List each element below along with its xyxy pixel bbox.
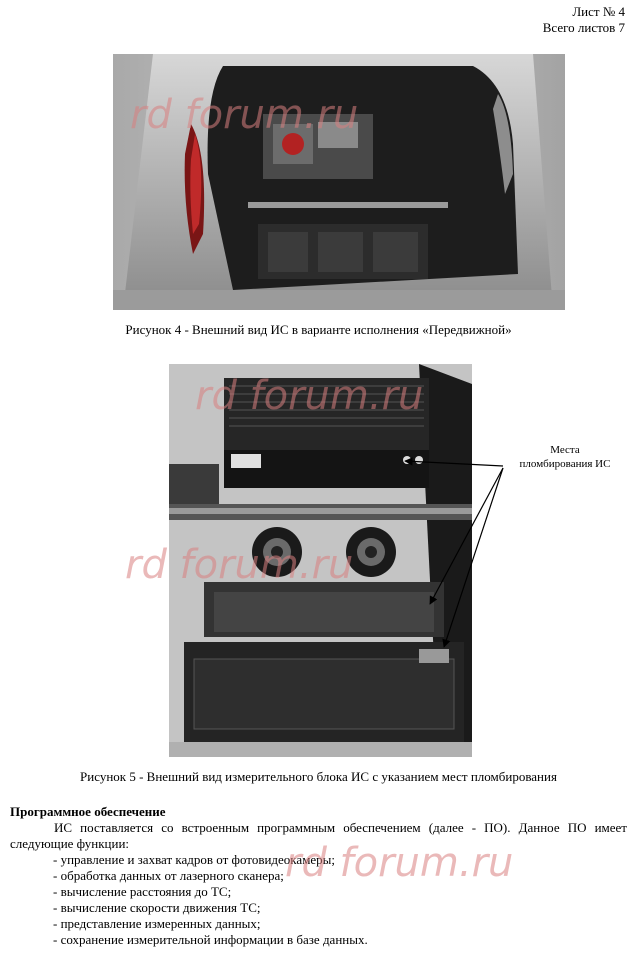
list-item: - сохранение измерительной информации в базе данных. xyxy=(53,932,368,947)
intro-text: ИС поставляется со встроенным программным обеспечением (далее - ПО). Данное ПО имеет следующие функции: xyxy=(10,820,627,851)
watermark: rd forum.ru xyxy=(285,840,514,886)
figure-4-photo xyxy=(113,54,565,310)
figure-5-caption: Рисунок 5 - Внешний вид измерительного блока ИС с указанием мест пломбирования xyxy=(80,769,557,784)
sheet-number: Лист № 4 xyxy=(572,4,625,19)
watermark: rd forum.ru xyxy=(130,92,359,138)
list-item: - представление измеренных данных; xyxy=(53,916,261,931)
watermark: rd forum.ru xyxy=(195,373,424,419)
section-title: Программное обеспечение xyxy=(10,804,166,819)
figure-5-photo xyxy=(169,364,472,757)
function-list xyxy=(53,852,368,948)
section-intro xyxy=(10,820,627,852)
list-item: - вычисление расстояния до ТС; xyxy=(53,884,232,899)
list-item: - вычисление скорости движения ТС; xyxy=(53,900,261,915)
callout-line-1: Места xyxy=(550,444,580,456)
page-header xyxy=(543,4,625,36)
list-item: - управление и захват кадров от фотовидеокамеры; xyxy=(53,852,336,867)
figure-4-caption: Рисунок 4 - Внешний вид ИС в варианте исполнения «Передвижной» xyxy=(125,322,512,337)
sealing-places-callout xyxy=(500,443,630,471)
watermark: rd forum.ru xyxy=(125,542,354,588)
sheet-total: Всего листов 7 xyxy=(542,20,625,35)
callout-line-2: пломбирования ИС xyxy=(519,458,611,470)
list-item: - обработка данных от лазерного сканера; xyxy=(53,868,284,883)
